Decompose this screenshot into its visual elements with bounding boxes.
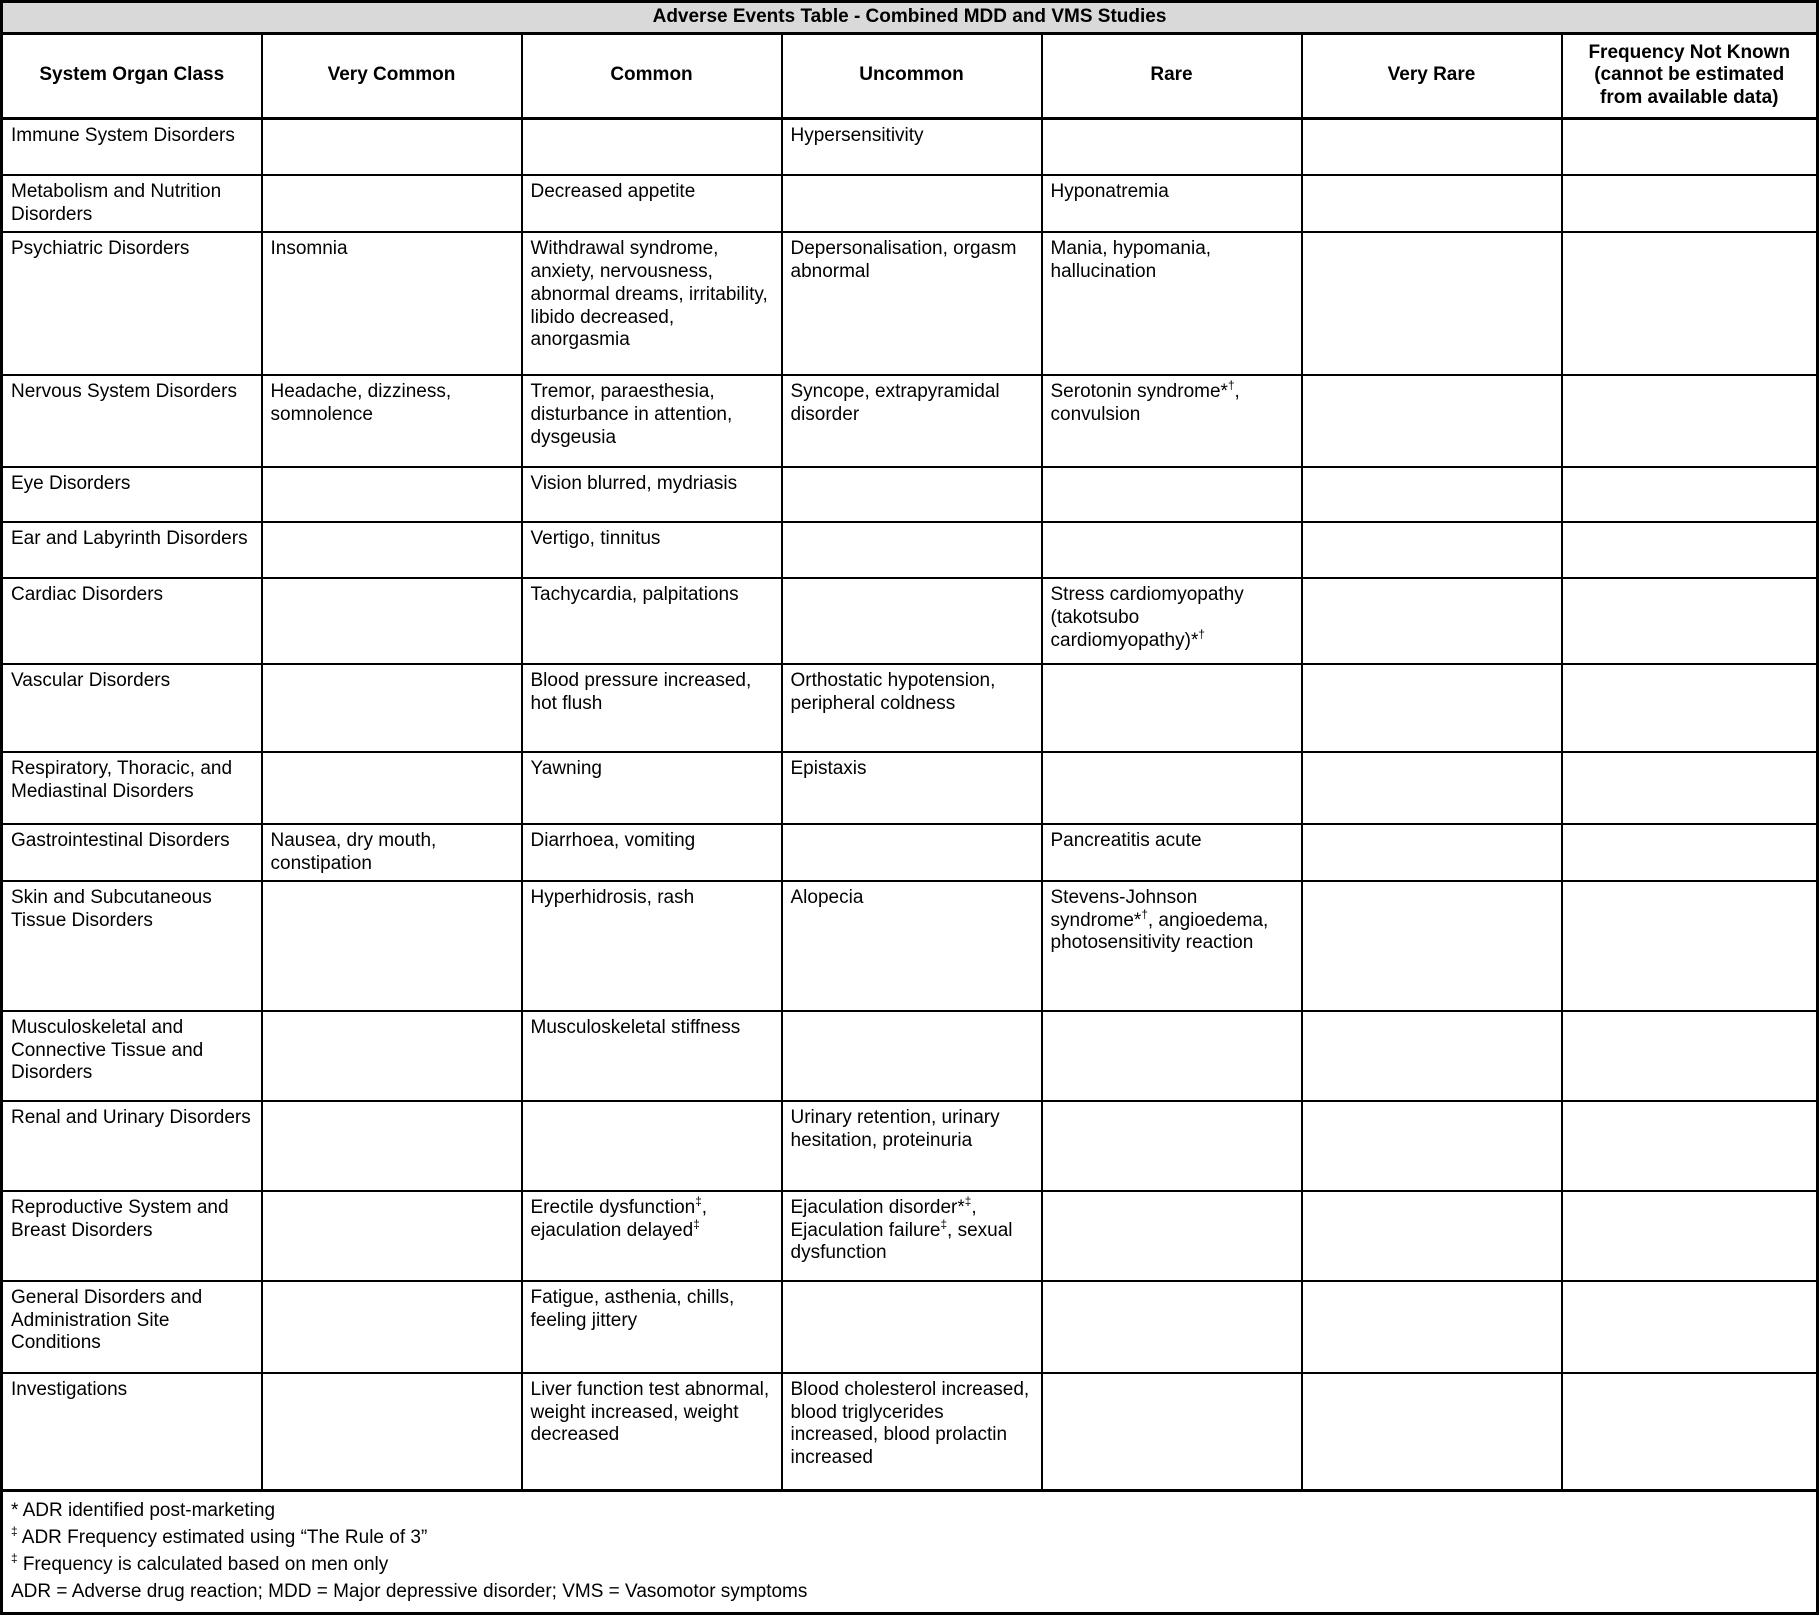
table-row-ear-labyrinth [2,522,1818,578]
row-header-cell: Reproductive System and Breast Disorders [2,1191,262,1281]
table-cell: Depersonalisation, orgasm abnormal [782,232,1042,375]
table-cell [1562,1191,1818,1281]
table-row-nervous-system [2,375,1818,467]
row-header-cell: Skin and Subcutaneous Tissue Disorders [2,881,262,1011]
table-cell [1562,375,1818,467]
column-header-frequency-not-known: Frequency Not Known (cannot be estimated from available data) [1562,33,1818,118]
table-cell [1562,824,1818,881]
table-row-respiratory [2,752,1818,824]
table-cell [1302,375,1562,467]
table-title: Adverse Events Table - Combined MDD and VMS Studies [2,2,1818,34]
table-cell [1562,522,1818,578]
row-header-cell: Metabolism and Nutrition Disorders [2,175,262,232]
table-cell [1302,824,1562,881]
table-cell [262,467,522,522]
table-cell: Insomnia [262,232,522,375]
table-cell [1042,1191,1302,1281]
table-cell [1562,232,1818,375]
table-cell: Erectile dysfunction‡, ejaculation delayed‡ [522,1191,782,1281]
table-header-row [2,33,1818,118]
row-header-cell: Renal and Urinary Disorders [2,1101,262,1191]
table-cell [1302,1191,1562,1281]
table-cell [262,118,522,175]
table-cell [782,578,1042,664]
table-cell [1562,118,1818,175]
table-cell: Tremor, paraesthesia, disturbance in attention, dysgeusia [522,375,782,467]
table-cell: Stevens-Johnson syndrome*†, angioedema, photosensitivity reaction [1042,881,1302,1011]
table-cell: Headache, dizziness, somnolence [262,375,522,467]
table-cell: Hyperhidrosis, rash [522,881,782,1011]
table-cell [262,1281,522,1373]
table-cell [262,664,522,752]
column-header-system-organ-class: System Organ Class [2,33,262,118]
table-cell [1562,752,1818,824]
table-cell: Hyponatremia [1042,175,1302,232]
table-cell [782,175,1042,232]
table-cell [1562,1011,1818,1101]
footnote-rule-of-3: ‡ ADR Frequency estimated using “The Rule of 3” [11,1526,428,1549]
table-cell [1302,175,1562,232]
table-cell [1562,881,1818,1011]
table-cell: Decreased appetite [522,175,782,232]
row-header-cell: Investigations [2,1373,262,1491]
row-header-cell: Ear and Labyrinth Disorders [2,522,262,578]
table-cell [1302,522,1562,578]
table-cell: Nausea, dry mouth, constipation [262,824,522,881]
table-row-vascular [2,664,1818,752]
table-cell [1042,1281,1302,1373]
table-cell [1562,467,1818,522]
table-cell [262,1191,522,1281]
table-cell: Syncope, extrapyramidal disorder [782,375,1042,467]
table-cell [782,1011,1042,1101]
table-row-eye [2,467,1818,522]
table-cell: Yawning [522,752,782,824]
table-cell: Musculoskeletal stiffness [522,1011,782,1101]
table-cell [1042,467,1302,522]
table-cell [782,824,1042,881]
table-cell [262,1101,522,1191]
table-cell [1302,1373,1562,1491]
table-cell [782,1281,1042,1373]
row-header-cell: Musculoskeletal and Connective Tissue and Disorders [2,1011,262,1101]
table-cell [262,578,522,664]
table-cell: Fatigue, asthenia, chills, feeling jittery [522,1281,782,1373]
table-cell: Urinary retention, urinary hesitation, proteinuria [782,1101,1042,1191]
table-cell: Blood pressure increased, hot flush [522,664,782,752]
table-cell [1042,118,1302,175]
table-cell: Diarrhoea, vomiting [522,824,782,881]
table-cell: Vision blurred, mydriasis [522,467,782,522]
table-cell [1302,467,1562,522]
table-row-skin [2,881,1818,1011]
row-header-cell: Eye Disorders [2,467,262,522]
table-cell: Blood cholesterol increased, blood triglycerides increased, blood prolactin increased [782,1373,1042,1491]
table-cell: Liver function test abnormal, weight increased, weight decreased [522,1373,782,1491]
table-cell [782,522,1042,578]
table-footnotes-row [2,1491,1818,1614]
table-cell [1562,664,1818,752]
column-header-uncommon: Uncommon [782,33,1042,118]
table-cell: Withdrawal syndrome, anxiety, nervousness, abnormal dreams, irritability, libido decreased, anorgasmia [522,232,782,375]
table-cell [1302,118,1562,175]
column-header-very-rare: Very Rare [1302,33,1562,118]
table-row-general-disorders [2,1281,1818,1373]
table-title-row [2,2,1818,34]
row-header-cell: General Disorders and Administration Site Conditions [2,1281,262,1373]
row-header-cell: Immune System Disorders [2,118,262,175]
table-cell [1302,578,1562,664]
table-cell [1042,664,1302,752]
table-cell [262,1373,522,1491]
table-row-immune-system [2,118,1818,175]
row-header-cell: Nervous System Disorders [2,375,262,467]
table-cell [262,752,522,824]
table-cell [1562,1281,1818,1373]
table-cell: Alopecia [782,881,1042,1011]
table-row-renal-urinary [2,1101,1818,1191]
table-row-metabolism [2,175,1818,232]
table-row-musculoskeletal [2,1011,1818,1101]
table-cell [1042,1101,1302,1191]
table-cell [1302,1281,1562,1373]
table-cell [1042,752,1302,824]
table-cell: Serotonin syndrome*†, convulsion [1042,375,1302,467]
table-cell: Orthostatic hypotension, peripheral coldness [782,664,1042,752]
table-cell: Mania, hypomania, hallucination [1042,232,1302,375]
table-cell [1302,752,1562,824]
row-header-cell: Vascular Disorders [2,664,262,752]
column-header-very-common: Very Common [262,33,522,118]
table-cell [1302,881,1562,1011]
table-cell [1042,1011,1302,1101]
table-cell [262,175,522,232]
row-header-cell: Respiratory, Thoracic, and Mediastinal Disorders [2,752,262,824]
footnotes-block [2,1491,1818,1614]
table-cell: Pancreatitis acute [1042,824,1302,881]
table-cell [1302,664,1562,752]
table-cell [1562,1101,1818,1191]
row-header-cell: Psychiatric Disorders [2,232,262,375]
table-cell [1302,1101,1562,1191]
footnote-men-only: ‡ Frequency is calculated based on men only [11,1553,389,1576]
table-cell [782,467,1042,522]
table-cell [1562,578,1818,664]
footnote-post-marketing: * ADR identified post-marketing [11,1500,276,1522]
table-row-reproductive [2,1191,1818,1281]
table-cell [262,1011,522,1101]
column-header-common: Common [522,33,782,118]
table-row-cardiac [2,578,1818,664]
table-cell [1562,175,1818,232]
table-row-psychiatric [2,232,1818,375]
table-cell: Epistaxis [782,752,1042,824]
table-cell [1302,232,1562,375]
table-cell [1562,1373,1818,1491]
column-header-rare: Rare [1042,33,1302,118]
footnote-abbreviations: ADR = Adverse drug reaction; MDD = Major depressive disorder; VMS = Vasomotor symptoms [11,1581,808,1603]
table-row-gastrointestinal [2,824,1818,881]
table-cell: Vertigo, tinnitus [522,522,782,578]
table-cell [1302,1011,1562,1101]
table-cell [522,118,782,175]
row-header-cell: Gastrointestinal Disorders [2,824,262,881]
row-header-cell: Cardiac Disorders [2,578,262,664]
table-cell: Ejaculation disorder*‡, Ejaculation failure‡, sexual dysfunction [782,1191,1042,1281]
table-cell [1042,1373,1302,1491]
table-cell [1042,522,1302,578]
table-cell: Stress cardiomyopathy (takotsubo cardiomyopathy)*† [1042,578,1302,664]
table-row-investigations [2,1373,1818,1491]
table-cell [262,522,522,578]
table-cell [522,1101,782,1191]
table-cell [262,881,522,1011]
table-cell: Tachycardia, palpitations [522,578,782,664]
table-cell: Hypersensitivity [782,118,1042,175]
